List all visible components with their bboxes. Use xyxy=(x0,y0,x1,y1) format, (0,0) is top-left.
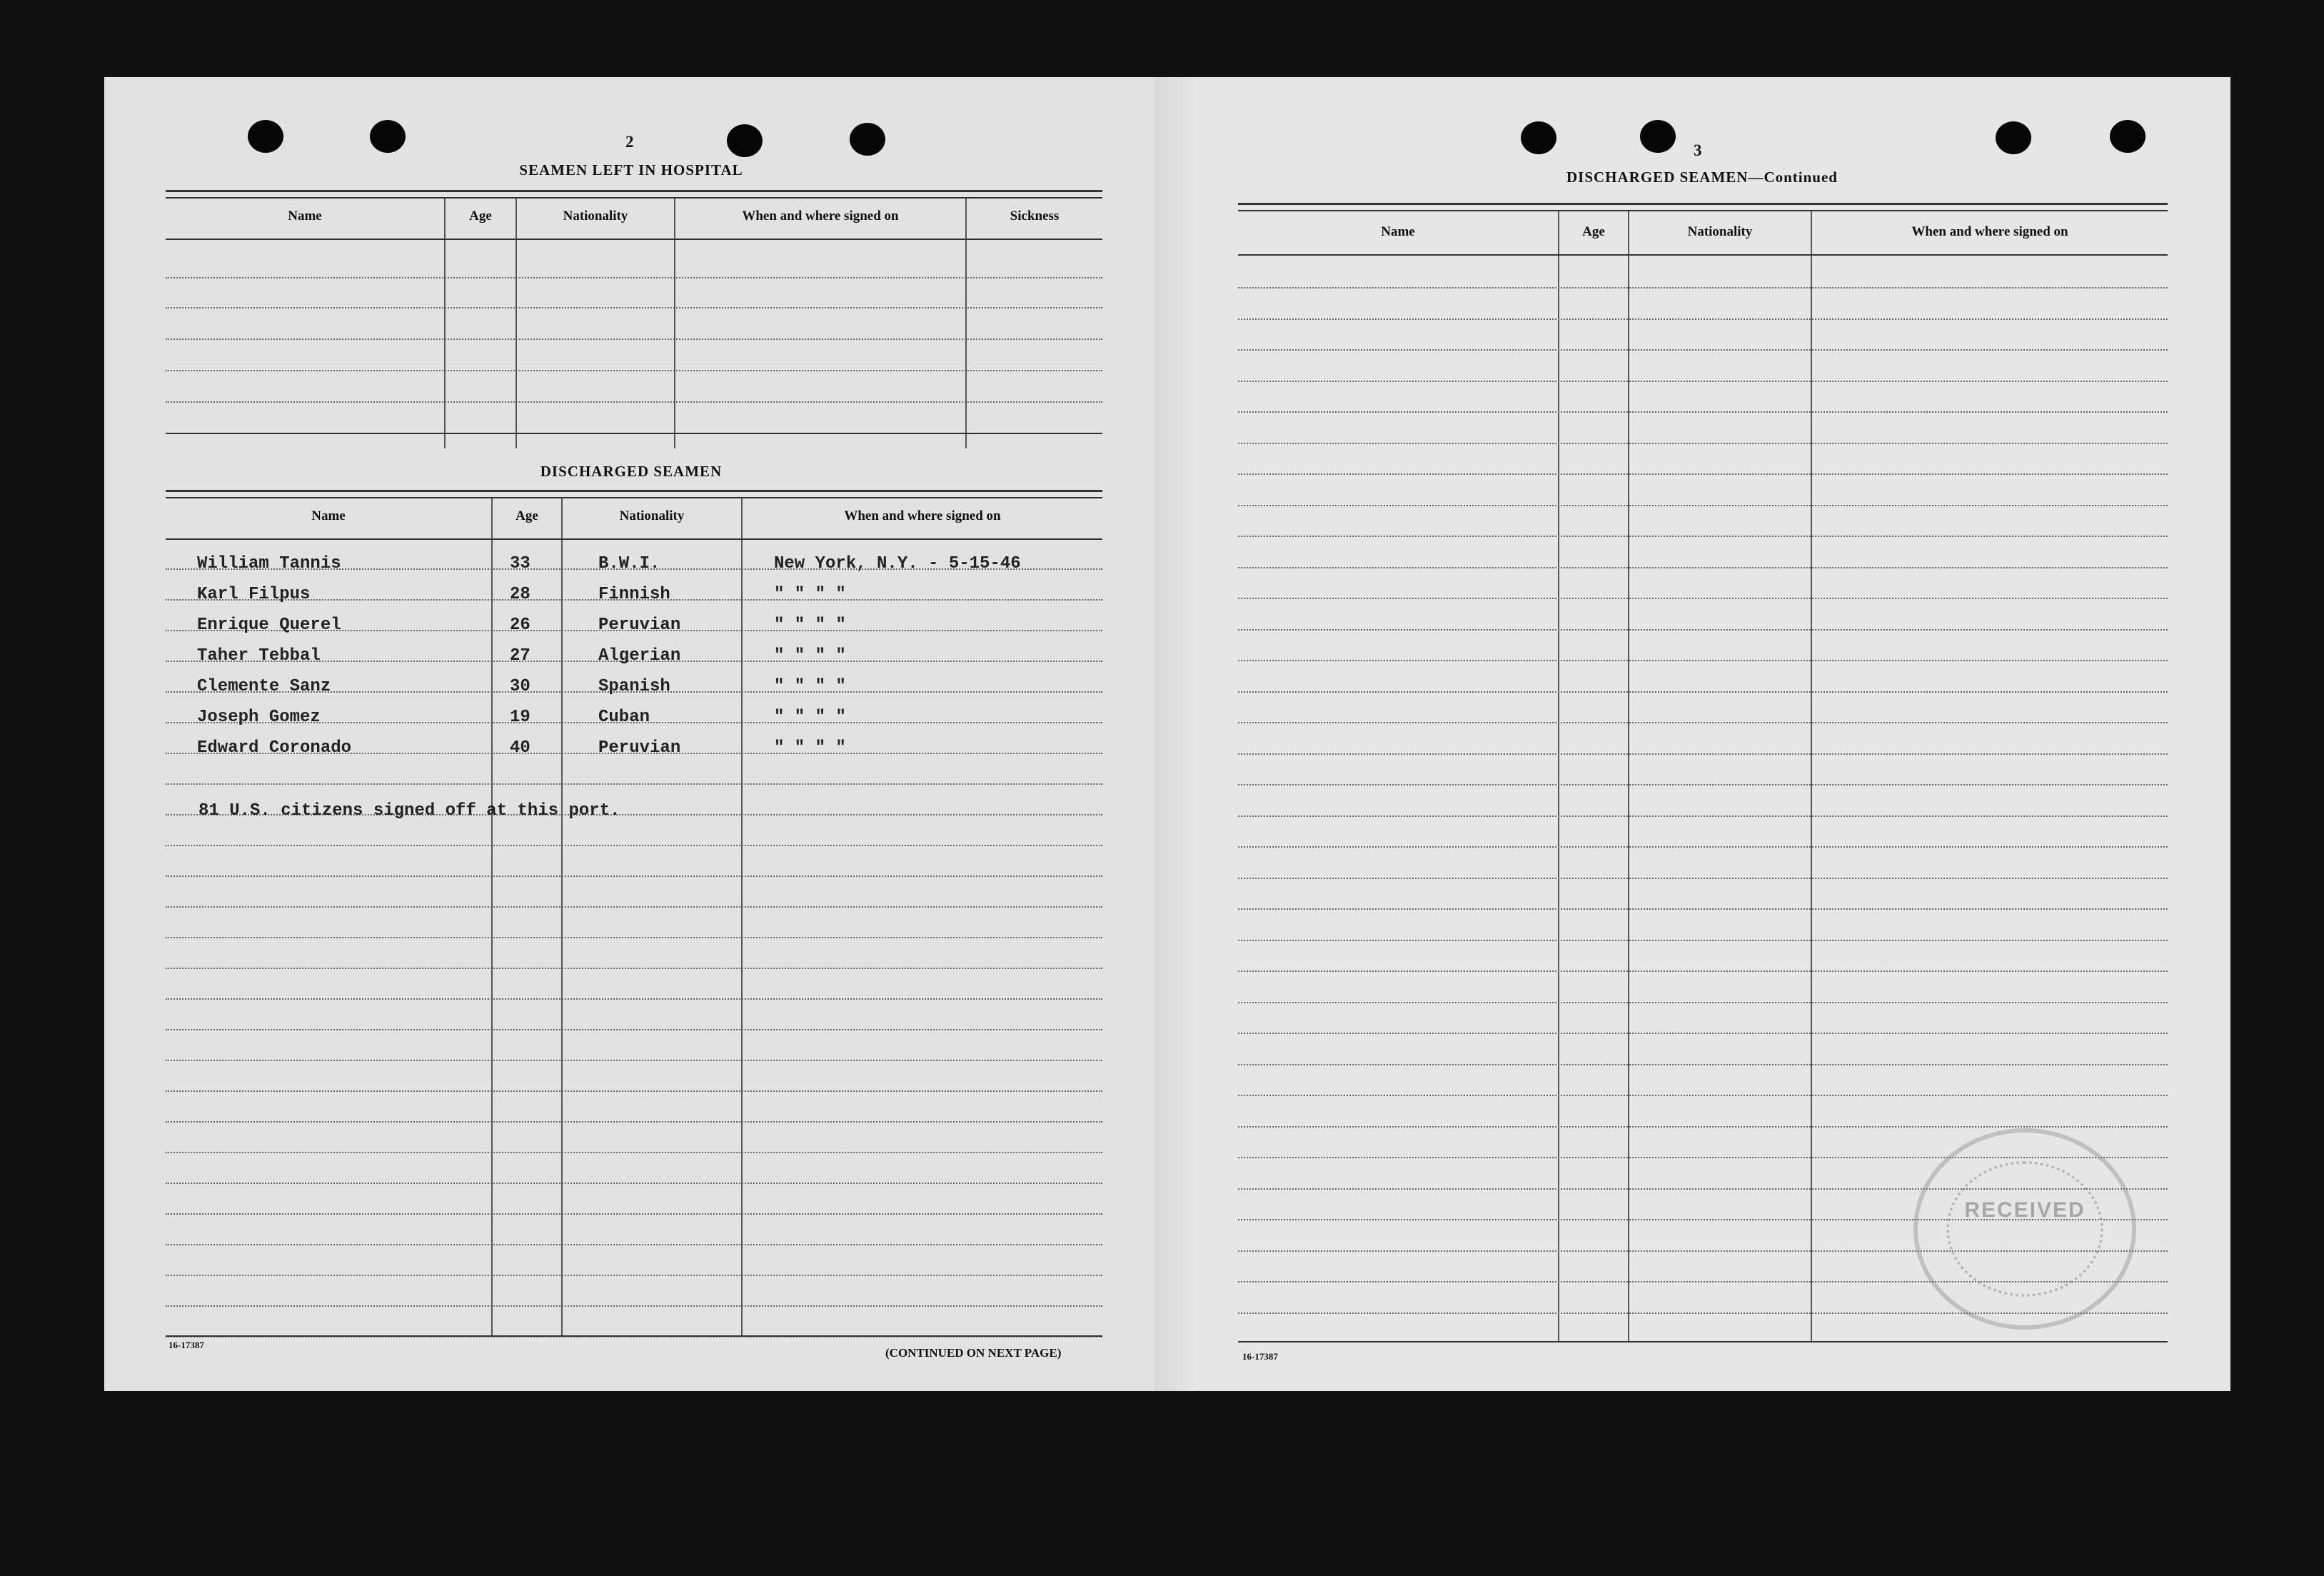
discharged-header-age: Age xyxy=(515,508,538,523)
seaman-signed-on: " " " " xyxy=(774,677,846,696)
seaman-name: Joseph Gomez xyxy=(197,708,321,727)
seaman-signed-on: " " " " xyxy=(774,708,846,727)
form-number-right: 16-17387 xyxy=(1242,1351,1278,1362)
hospital-header-sickness: Sickness xyxy=(1010,209,1060,224)
seaman-signed-on: " " " " xyxy=(774,738,846,758)
citizens-note: 81 U.S. citizens signed off at this port. xyxy=(198,801,620,820)
seaman-age: 40 xyxy=(510,738,530,758)
seaman-name: Clemente Sanz xyxy=(197,677,331,696)
seaman-signed-on: New York, N.Y. - 5-15-46 xyxy=(774,554,1021,573)
punch-hole xyxy=(1640,120,1676,153)
seaman-nationality: Algerian xyxy=(598,646,681,666)
hospital-section-title: SEAMEN LEFT IN HOSPITAL xyxy=(519,161,743,179)
discharged-header-name: Name xyxy=(311,508,346,523)
seaman-nationality: Peruvian xyxy=(598,738,681,758)
punch-hole xyxy=(727,124,763,157)
continued-header-signed-on: When and where signed on xyxy=(1911,224,2068,239)
page-number: 2 xyxy=(625,133,634,151)
seaman-name: Enrique Querel xyxy=(197,616,341,635)
seaman-name: Taher Tebbal xyxy=(197,646,321,666)
hospital-header-name: Name xyxy=(288,209,322,224)
seaman-name: Edward Coronado xyxy=(197,738,352,758)
page-number-right: 3 xyxy=(1694,141,1702,159)
discharged-continued-title: DISCHARGED SEAMEN—Continued xyxy=(1566,169,1838,186)
punch-hole xyxy=(850,123,885,156)
seaman-age: 28 xyxy=(510,585,530,604)
punch-hole xyxy=(248,120,283,153)
form-number: 16-17387 xyxy=(168,1340,204,1350)
discharged-header-nationality: Nationality xyxy=(619,508,685,523)
continued-header-age: Age xyxy=(1582,224,1605,239)
hospital-header-nationality: Nationality xyxy=(563,209,628,224)
seaman-nationality: Cuban xyxy=(598,708,650,727)
seaman-nationality: Finnish xyxy=(598,585,670,604)
seaman-nationality: Peruvian xyxy=(598,616,681,635)
discharged-header-signed-on: When and where signed on xyxy=(844,508,1001,523)
punch-hole xyxy=(1521,121,1556,154)
seaman-age: 26 xyxy=(510,616,530,635)
seaman-signed-on: " " " " xyxy=(774,585,846,604)
punch-hole xyxy=(2110,120,2146,153)
seaman-name: William Tannis xyxy=(197,554,341,573)
hospital-header-age: Age xyxy=(469,209,492,224)
seaman-age: 30 xyxy=(510,677,530,696)
seaman-nationality: B.W.I. xyxy=(598,554,660,573)
continued-note: (CONTINUED ON NEXT PAGE) xyxy=(885,1346,1062,1360)
punch-hole xyxy=(1996,121,2031,154)
seaman-age: 33 xyxy=(510,554,530,573)
seaman-signed-on: " " " " xyxy=(774,616,846,635)
hospital-table xyxy=(166,190,1102,450)
seaman-nationality: Spanish xyxy=(598,677,670,696)
received-stamp xyxy=(1913,1128,2136,1330)
seaman-age: 27 xyxy=(510,646,530,666)
punch-hole xyxy=(370,120,406,153)
discharged-section-title: DISCHARGED SEAMEN xyxy=(540,463,723,480)
hospital-header-signed-on: When and where signed on xyxy=(742,209,899,224)
seaman-signed-on: " " " " xyxy=(774,646,846,666)
continued-header-name: Name xyxy=(1381,224,1415,239)
continued-header-nationality: Nationality xyxy=(1687,224,1753,239)
stamp-text: RECEIVED xyxy=(1964,1198,2086,1222)
seaman-age: 19 xyxy=(510,708,530,727)
page-gutter xyxy=(1154,77,1197,1391)
seaman-name: Karl Filpus xyxy=(197,585,311,604)
